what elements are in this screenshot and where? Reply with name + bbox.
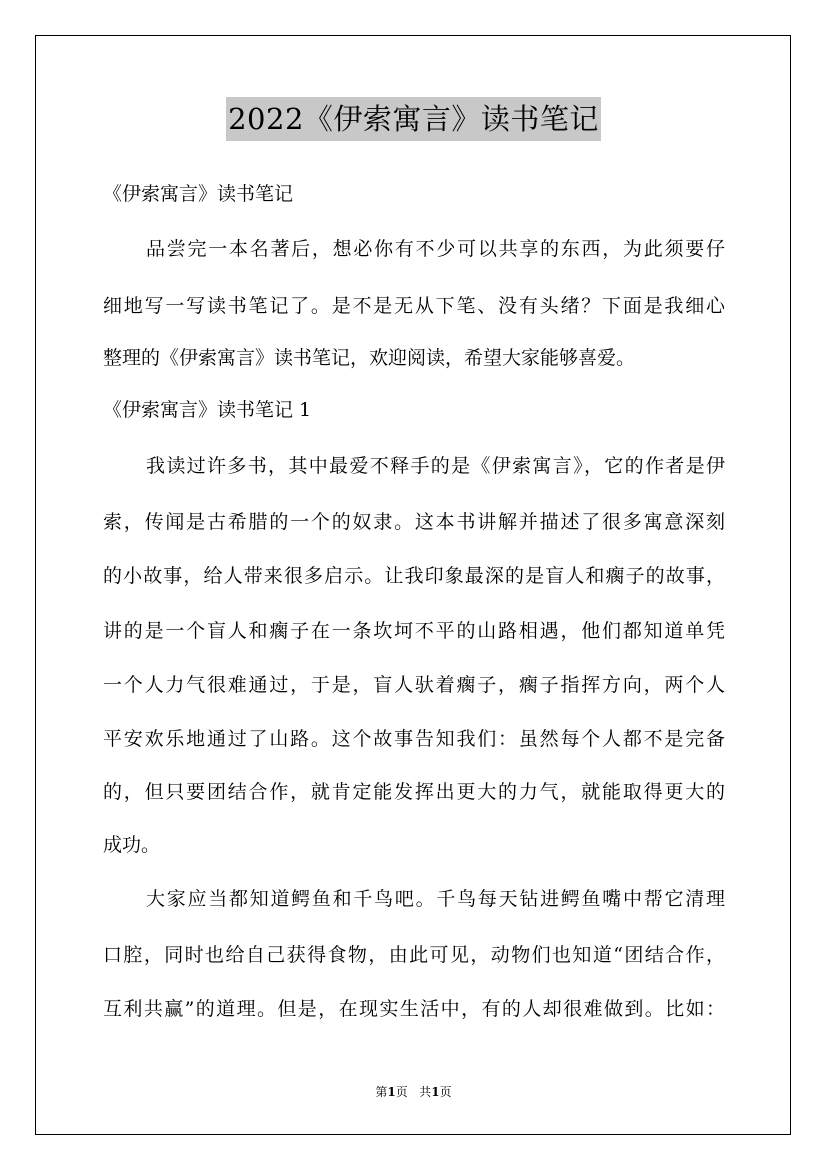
paragraph-line: 细地写一写读书笔记了。是不是无从下笔、没有头绪？下面是我细心 — [103, 295, 725, 317]
paragraph-line: 整理的《伊索寓言》读书笔记，欢迎阅读，希望大家能够喜爱。 — [103, 347, 636, 369]
paragraph-line: 平安欢乐地通过了山路。这个故事告知我们：虽然每个人都不是完备 — [103, 728, 725, 750]
doc-heading: 《伊索寓言》读书笔记 — [103, 183, 294, 205]
paragraph-line: 口腔，同时也给自己获得食物，由此可见，动物们也知道“团结合作， — [103, 944, 725, 966]
page-number: 1 — [387, 1085, 396, 1099]
paragraph-line: 一个人力气很难通过，于是，盲人驮着瘸子，瘸子指挥方向，两个人 — [103, 674, 725, 696]
paragraph-line: 互利共赢”的道理。但是，在现实生活中，有的人却很难做到。比如： — [103, 998, 725, 1020]
paragraph-line: 索，传闻是古希腊的一个的奴隶。这本书讲解并描述了很多寓意深刻 — [103, 511, 725, 533]
paragraph-line: 讲的是一个盲人和瘸子在一条坎坷不平的山路相遇，他们都知道单凭 — [103, 620, 725, 642]
paragraph-line: 品尝完一本名著后，想必你有不少可以共享的东西，为此须要仔 — [146, 238, 725, 260]
paragraph-line: 大家应当都知道鳄鱼和千鸟吧。千鸟每天钻进鳄鱼嘴中帮它清理 — [146, 888, 725, 910]
page-footer — [0, 1084, 827, 1100]
paragraph-line: 成功。 — [103, 834, 161, 856]
title-container — [0, 97, 827, 141]
paragraph-line: 的小故事，给人带来很多启示。让我印象最深的是盲人和瘸子的故事， — [103, 565, 725, 587]
page-mid: 页 共 — [395, 1085, 432, 1099]
page-suffix: 页 — [439, 1085, 452, 1099]
page-total: 1 — [431, 1085, 440, 1099]
paragraph-line: 我读过许多书，其中最爱不释手的是《伊索寓言》，它的作者是伊 — [146, 455, 725, 477]
section-heading: 《伊索寓言》读书笔记 1 — [103, 399, 312, 421]
document-title: 2022《伊索寓言》读书笔记 — [226, 97, 601, 141]
paragraph-line: 的，但只要团结合作，就肯定能发挥出更大的力气，就能取得更大的 — [103, 781, 725, 803]
page-prefix: 第 — [375, 1085, 388, 1099]
